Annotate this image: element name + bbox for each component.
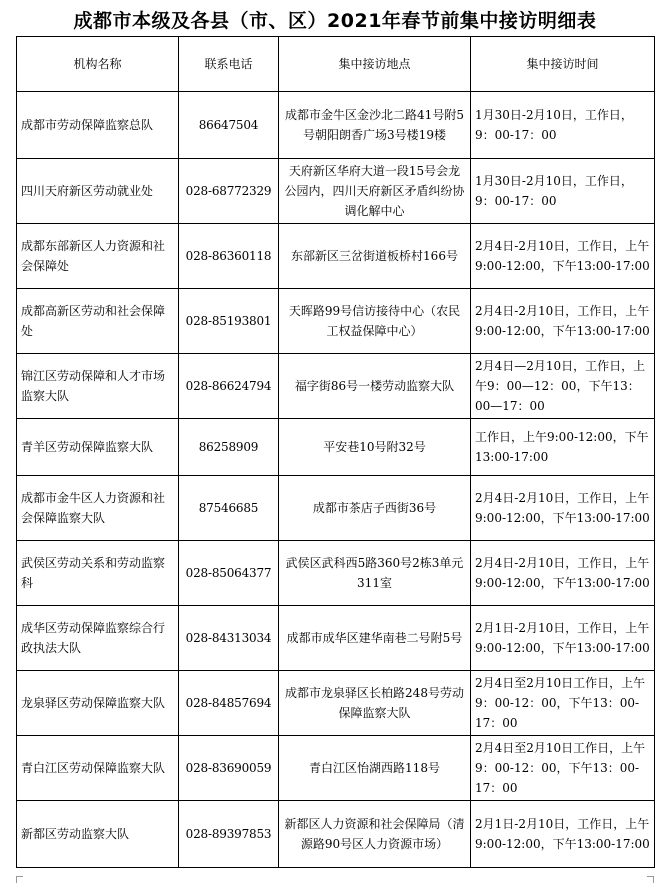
table-row — [17, 419, 655, 476]
table-row — [17, 224, 655, 289]
header-org: 机构名称 — [17, 37, 179, 92]
time-cell: 1月30日-2月10日，工作日，9：00-17：00 — [471, 92, 655, 159]
table-row — [17, 289, 655, 354]
phone-cell: 028-85193801 — [179, 289, 279, 354]
org-name-cell: 锦江区劳动保障和人才市场监察大队 — [17, 354, 179, 419]
time-cell: 2月4日至2月10日工作日，上午9：00-12：00，下午13：00-17：00 — [471, 671, 655, 736]
org-name-cell: 成都东部新区人力资源和社会保障处 — [17, 224, 179, 289]
org-name-cell: 成都高新区劳动和社会保障处 — [17, 289, 179, 354]
address-cell: 成都市龙泉驿区长柏路248号劳动保障监察大队 — [279, 671, 471, 736]
address-cell: 武侯区武科西5路360号2栋3单元311室 — [279, 541, 471, 606]
org-name-cell: 成都市劳动保障监察总队 — [17, 92, 179, 159]
interview-schedule-table — [16, 36, 655, 868]
phone-cell: 028-84857694 — [179, 671, 279, 736]
org-name-cell: 成华区劳动保障监察综合行政执法大队 — [17, 606, 179, 671]
time-cell: 2月1日-2月10日，工作日，上午9:00-12:00，下午13:00-17:00 — [471, 801, 655, 868]
page-corner-mark-left — [16, 876, 23, 883]
address-cell: 东部新区三岔街道板桥村166号 — [279, 224, 471, 289]
table-row — [17, 159, 655, 224]
header-address: 集中接访地点 — [279, 37, 471, 92]
address-cell: 天晖路99号信访接待中心（农民工权益保障中心） — [279, 289, 471, 354]
phone-cell: 028-86360118 — [179, 224, 279, 289]
address-cell: 平安巷10号附32号 — [279, 419, 471, 476]
org-name-cell: 四川天府新区劳动就业处 — [17, 159, 179, 224]
phone-cell: 028-84313034 — [179, 606, 279, 671]
document-title: 成都市本级及各县（市、区）2021年春节前集中接访明细表 — [73, 10, 597, 32]
phone-cell: 028-68772329 — [179, 159, 279, 224]
phone-cell: 86647504 — [179, 92, 279, 159]
table-row — [17, 606, 655, 671]
org-name-cell: 新都区劳动监察大队 — [17, 801, 179, 868]
table-row — [17, 541, 655, 606]
time-cell: 2月4日—2月10日，工作日，上午9：00—12：00，下午13：00—17：00 — [471, 354, 655, 419]
phone-cell: 87546685 — [179, 476, 279, 541]
org-name-cell: 成都市金牛区人力资源和社会保障监察大队 — [17, 476, 179, 541]
org-name-cell: 青白江区劳动保障监察大队 — [17, 736, 179, 801]
org-name-cell: 青羊区劳动保障监察大队 — [17, 419, 179, 476]
address-cell: 成都市金牛区金沙北二路41号附5号朝阳朗香广场3号楼19楼 — [279, 92, 471, 159]
address-cell: 成都市茶店子西街36号 — [279, 476, 471, 541]
org-name-cell: 武侯区劳动关系和劳动监察科 — [17, 541, 179, 606]
time-cell: 1月30日-2月10日，工作日，9：00-17：00 — [471, 159, 655, 224]
time-cell: 工作日，上午9:00-12:00，下午13:00-17:00 — [471, 419, 655, 476]
address-cell: 天府新区华府大道一段15号会龙公园内，四川天府新区矛盾纠纷协调化解中心 — [279, 159, 471, 224]
address-cell: 新都区人力资源和社会保障局（清源路90号区人力资源市场） — [279, 801, 471, 868]
table-row — [17, 354, 655, 419]
address-cell: 成都市成华区建华南巷二号附5号 — [279, 606, 471, 671]
table-row — [17, 671, 655, 736]
time-cell: 2月4日-2月10日，工作日，上午9:00-12:00，下午13:00-17:00 — [471, 224, 655, 289]
table-row — [17, 736, 655, 801]
table-header-row — [17, 37, 655, 92]
phone-cell: 86258909 — [179, 419, 279, 476]
time-cell: 2月4日-2月10日，工作日，上午9:00-12:00，下午13:00-17:00 — [471, 476, 655, 541]
address-cell: 青白江区怡湖西路118号 — [279, 736, 471, 801]
time-cell: 2月4日至2月10日工作日，上午9：00-12：00，下午13：00-17：00 — [471, 736, 655, 801]
table-row — [17, 476, 655, 541]
table-row — [17, 92, 655, 159]
org-name-cell: 龙泉驿区劳动保障监察大队 — [17, 671, 179, 736]
time-cell: 2月1日-2月10日，工作日，上午9:00-12:00，下午13:00-17:00 — [471, 606, 655, 671]
phone-cell: 028-83690059 — [179, 736, 279, 801]
time-cell: 2月4日-2月10日，工作日，上午9:00-12:00，下午13:00-17:00 — [471, 289, 655, 354]
phone-cell: 028-85064377 — [179, 541, 279, 606]
page-corner-mark-right — [647, 876, 654, 883]
time-cell: 2月4日-2月10日，工作日，上午9:00-12:00，下午13:00-17:00 — [471, 541, 655, 606]
phone-cell: 028-86624794 — [179, 354, 279, 419]
address-cell: 福字街86号一楼劳动监察大队 — [279, 354, 471, 419]
header-time: 集中接访时间 — [471, 37, 655, 92]
phone-cell: 028-89397853 — [179, 801, 279, 868]
table-row — [17, 801, 655, 868]
header-phone: 联系电话 — [179, 37, 279, 92]
